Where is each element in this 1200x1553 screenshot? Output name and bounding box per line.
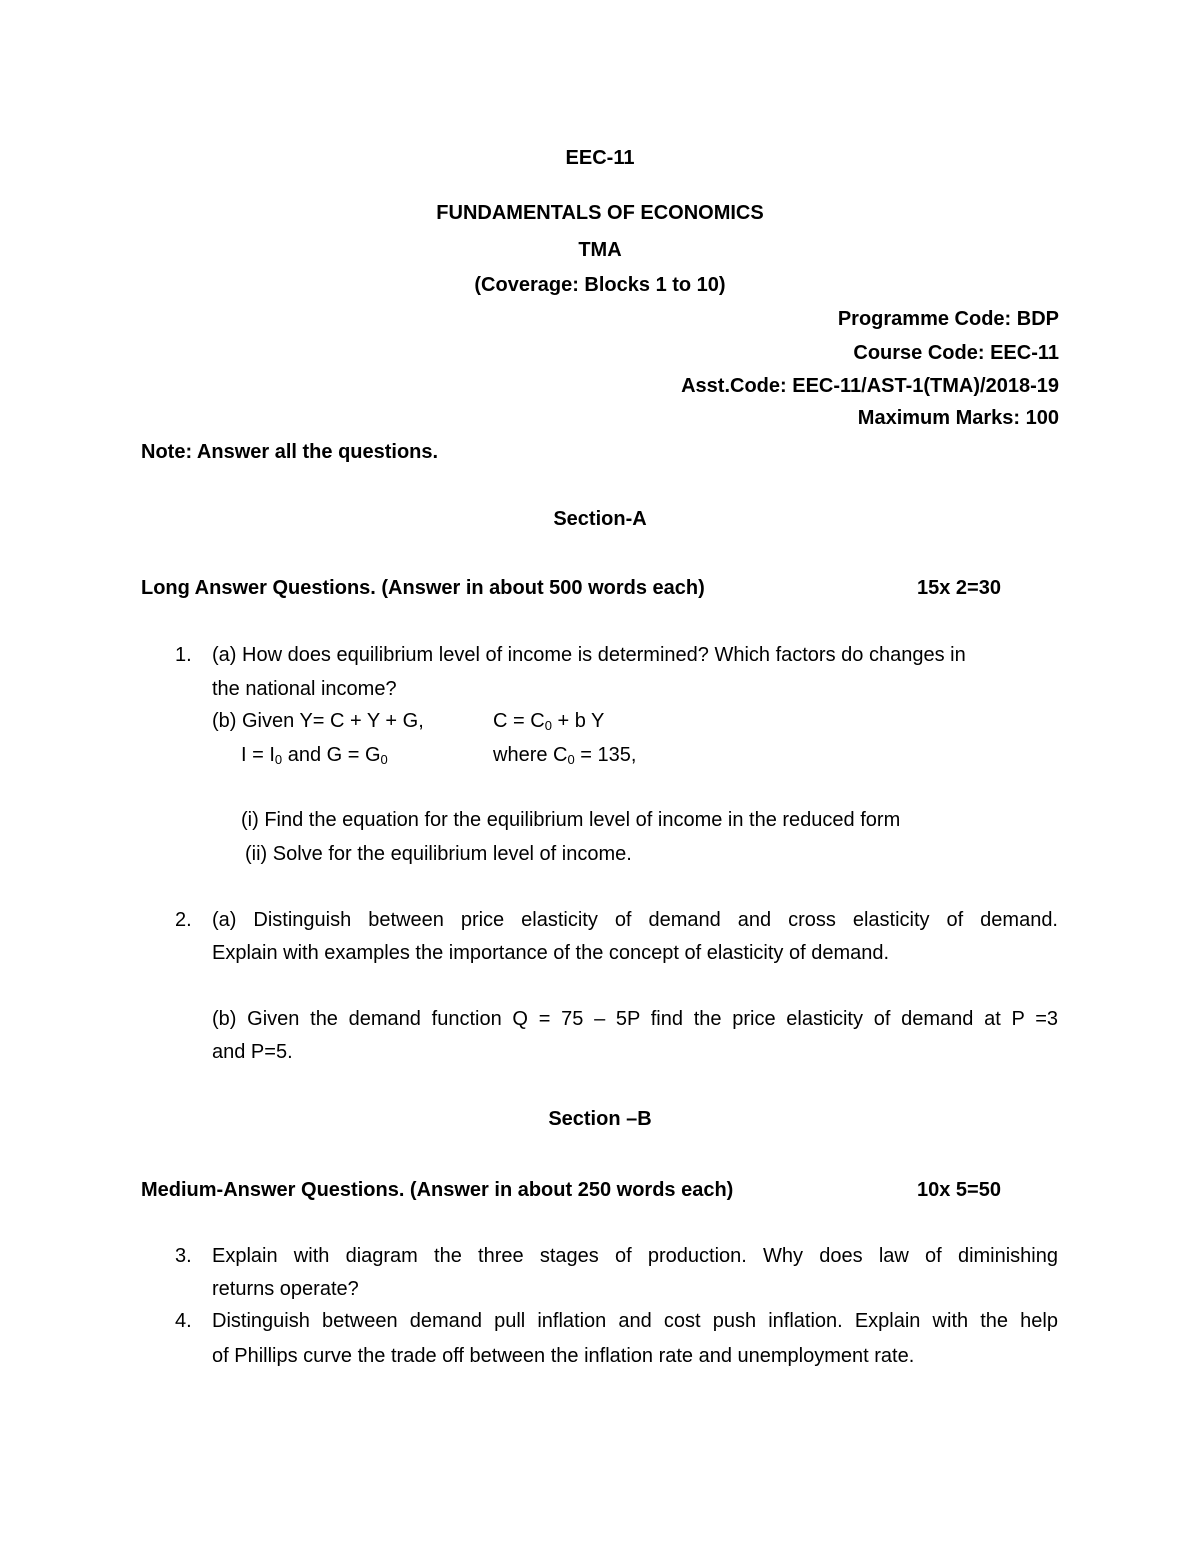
- course-code-title: EEC-11: [565, 147, 635, 169]
- q4-line1: Distinguish between demand pull inflation and cost push inflation. Explain with the help: [212, 1310, 1058, 1332]
- section-b-marks: 10x 5=50: [917, 1179, 1001, 1201]
- q2-number: 2.: [175, 909, 192, 931]
- q1-part-i: (i) Find the equation for the equilibrium level of income in the reduced form: [241, 809, 901, 831]
- programme-code: Programme Code: BDP: [837, 308, 1059, 330]
- asst-code: Asst.Code: EEC-11/AST-1(TMA)/2018-19: [681, 375, 1059, 397]
- q1-b-left: (b) Given Y= C + Y + G,: [212, 710, 424, 732]
- q1-number: 1.: [175, 644, 192, 666]
- q2-b-line2: and P=5.: [212, 1041, 293, 1063]
- tma-label: TMA: [578, 239, 622, 261]
- q4-number: 4.: [175, 1310, 192, 1332]
- course-code: Course Code: EEC-11: [853, 342, 1059, 364]
- q1-a-line2: the national income?: [212, 678, 397, 700]
- q1-investment-govt: $I = I_0$ and $G = G_0$: [241, 744, 388, 767]
- coverage: (Coverage: Blocks 1 to 10): [474, 274, 726, 296]
- section-a-title: Section-A: [553, 508, 647, 530]
- course-name: FUNDAMENTALS OF ECONOMICS: [436, 202, 764, 224]
- q3-line1: Explain with diagram the three stages of production. Why does law of diminishing: [212, 1245, 1058, 1267]
- max-marks: Maximum Marks: 100: [857, 407, 1059, 429]
- q2-a-line1: (a) Distinguish between price elasticity of demand and cross elasticity of demand.: [212, 909, 1058, 931]
- q1-b-right: $C = C_0 + b$ Y: [493, 710, 605, 733]
- section-a-heading: Long Answer Questions. (Answer in about 500 words each): [141, 577, 705, 599]
- q1-a-line1: (a) How does equilibrium level of income is determined? Which factors do changes in: [212, 644, 966, 666]
- q1-where: where $C_0 = 135$,: [493, 744, 637, 767]
- q1-part-ii: (ii) Solve for the equilibrium level of income.: [245, 843, 632, 865]
- q4-line2: of Phillips curve the trade off between the inflation rate and unemployment rate.: [212, 1345, 915, 1367]
- section-b-heading: Medium-Answer Questions. (Answer in about 250 words each): [141, 1179, 734, 1201]
- q3-number: 3.: [175, 1245, 192, 1267]
- q3-line2: returns operate?: [212, 1278, 359, 1300]
- q2-b-line1: (b) Given the demand function Q = 75 – 5P find the price elasticity of demand at P =3: [212, 1008, 1058, 1030]
- section-a-marks: 15x 2=30: [917, 577, 1001, 599]
- section-b-title: Section –B: [548, 1108, 652, 1130]
- q2-a-line2: Explain with examples the importance of the concept of elasticity of demand.: [212, 942, 890, 964]
- note: Note: Answer all the questions.: [141, 441, 439, 463]
